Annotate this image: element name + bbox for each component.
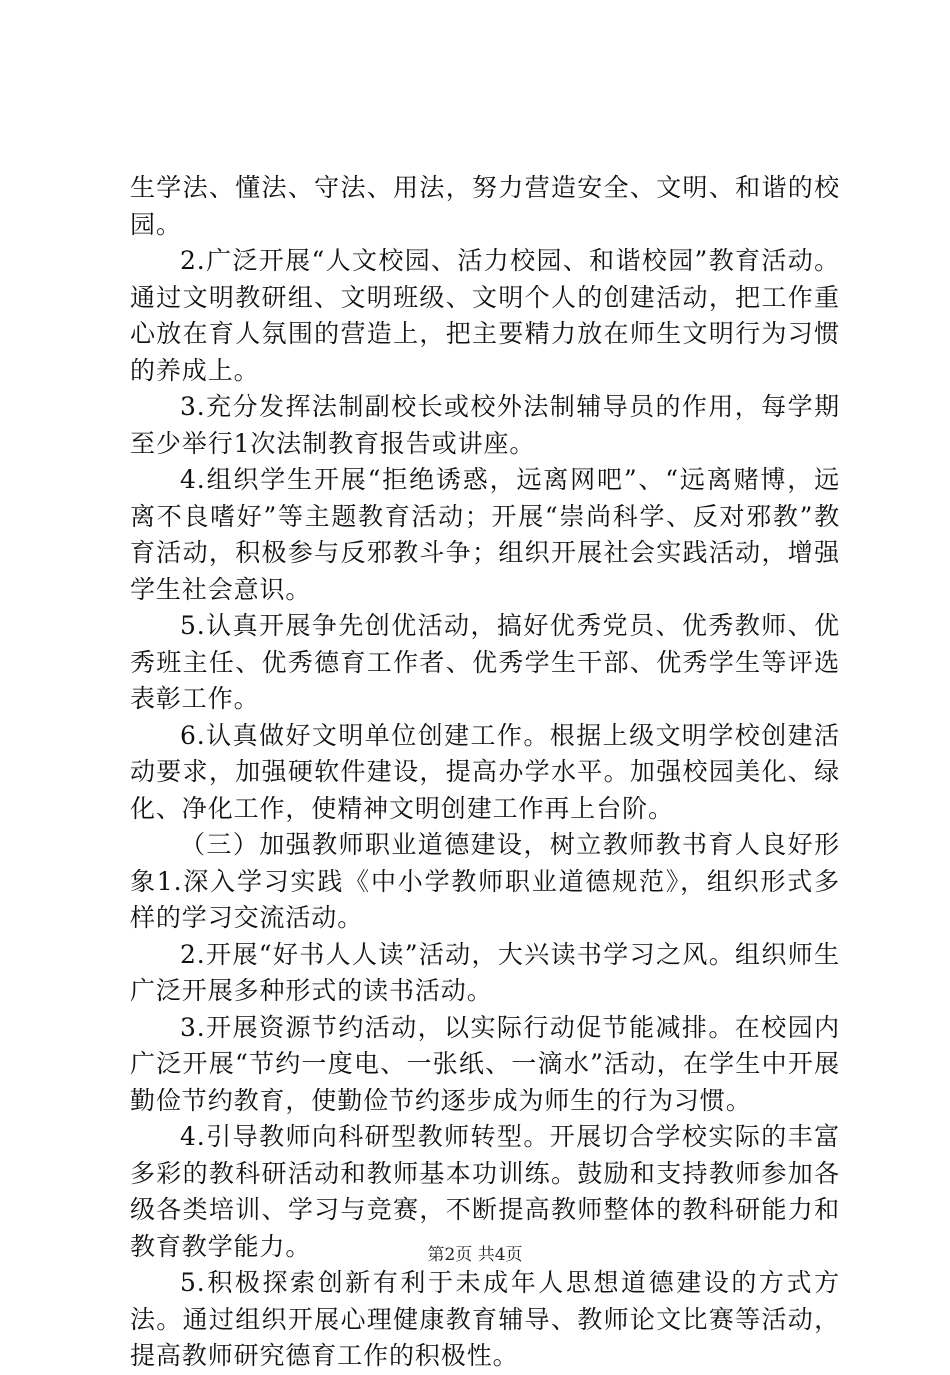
paragraph-teacher-item-2: 2.开展“好书人人读”活动，大兴读书学习之风。组织师生广泛开展多种形式的读书活动。 bbox=[130, 939, 840, 1005]
paragraph-item-2: 2.广泛开展“人文校园、活力校园、和谐校园”教育活动。通过文明教研组、文明班级、文明个人的创建活动，把工作重心放在育人氛围的营造上，把主要精力放在师生文明行为习惯的养成上。 bbox=[130, 246, 840, 385]
paragraph-teacher-item-5: 5.积极探索创新有利于未成年人思想道德建设的方式方法。通过组织开展心理健康教育辅导、教师论文比赛等活动，提高教师研究德育工作的积极性。 bbox=[130, 1268, 840, 1370]
paragraph-item-6: 6.认真做好文明单位创建工作。根据上级文明学校创建活动要求，加强硬软件建设，提高办学水平。加强校园美化、绿化、净化工作，使精神文明创建工作再上台阶。 bbox=[130, 720, 840, 823]
paragraph-teacher-item-4: 4.引导教师向科研型教师转型。开展切合学校实际的丰富多彩的教科研活动和教师基本功训练。鼓励和支持教师参加各级各类培训、学习与竞赛，不断提高教师整体的教科研能力和教育教学能力。 bbox=[130, 1122, 840, 1261]
paragraph-item-5: 5.认真开展争先创优活动，搞好优秀党员、优秀教师、优秀班主任、优秀德育工作者、优秀学生干部、优秀学生等评选表彰工作。 bbox=[130, 611, 840, 713]
paragraph-item-4: 4.组织学生开展“拒绝诱惑，远离网吧”、“远离赌博，远离不良嗜好”等主题教育活动；开展“崇尚科学、反对邪教”教育活动，积极参与反邪教斗争；组织开展社会实践活动，增强学生社会意识。 bbox=[130, 465, 840, 604]
document-body bbox=[130, 170, 840, 1375]
section-heading-3: （三）加强教师职业道德建设，树立教师教书育人良好形象1.深入学习实践《中小学教师职业道德规范》，组织形式多样的学习交流活动。 bbox=[130, 830, 840, 932]
paragraph-item-3: 3.充分发挥法制副校长或校外法制辅导员的作用，每学期至少举行1次法制教育报告或讲座。 bbox=[130, 392, 840, 458]
paragraph-teacher-item-3: 3.开展资源节约活动，以实际行动促节能减排。在校园内广泛开展“节约一度电、一张纸、一滴水”活动，在学生中开展勤俭节约教育，使勤俭节约逐步成为师生的行为习惯。 bbox=[130, 1012, 840, 1115]
page-footer: 第2页 共4页 bbox=[427, 1245, 523, 1265]
paragraph-continuation: 生学法、懂法、守法、用法，努力营造安全、文明、和谐的校园。 bbox=[130, 173, 840, 239]
